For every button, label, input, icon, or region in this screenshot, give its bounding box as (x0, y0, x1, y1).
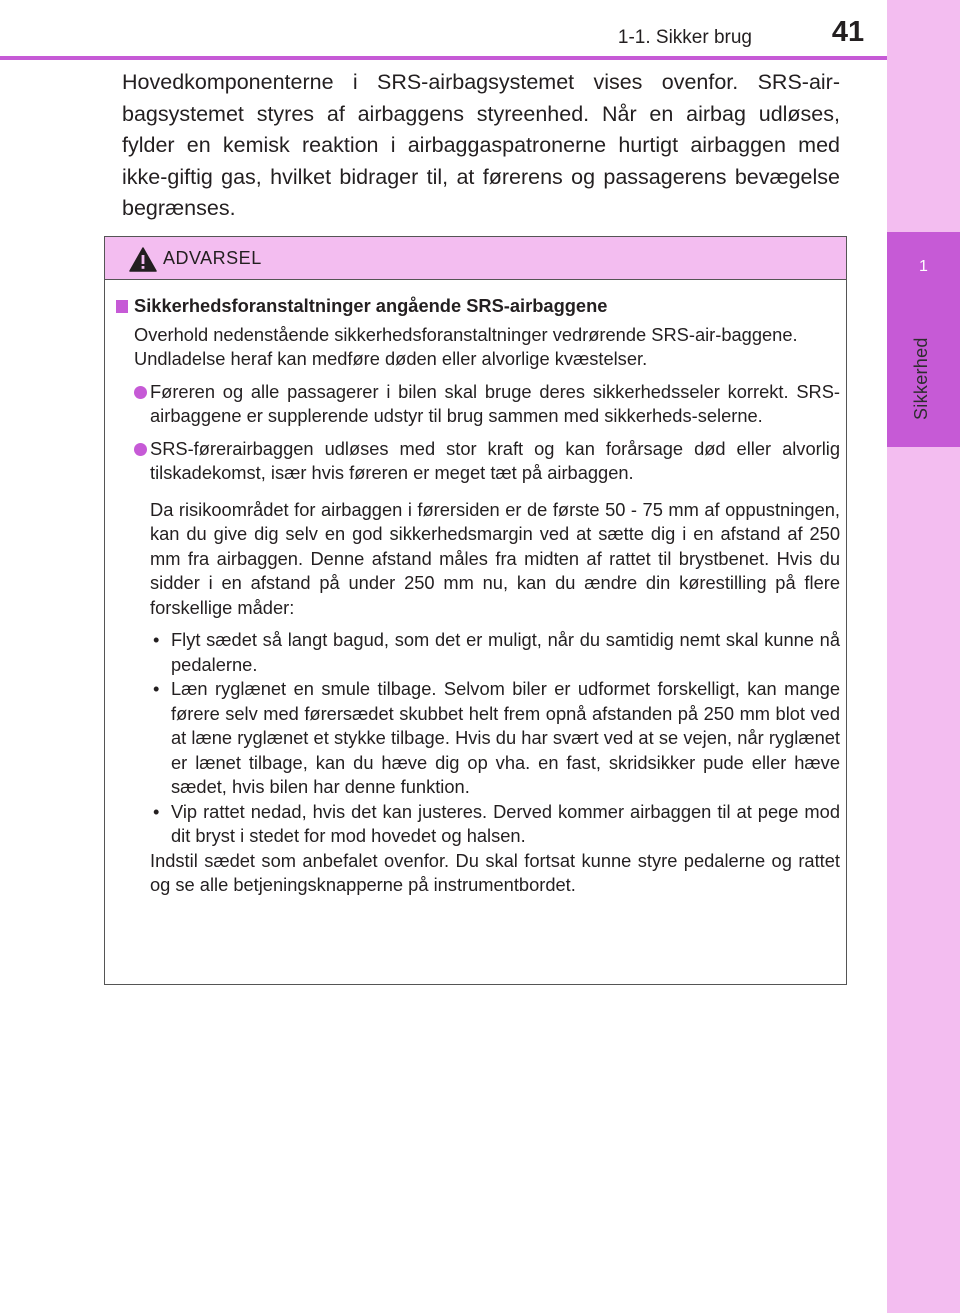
warning-lead-2: Undladelse heraf kan medføre døden eller alvorlige kvæstelser. (134, 348, 648, 369)
section-title: 1-1. Sikker brug (617, 27, 752, 48)
step-text: Vip rattet nedad, hvis det kan justeres. Derved kommer airbaggen til at pege mod dit bryst i stedet for mod hovedet og halsen. (171, 800, 840, 846)
warning-triangle-icon (129, 247, 157, 272)
warning-bullet-text: SRS-førerairbaggen udløses med stor kraft og kan forårsage død eller alvorlig tilskadekomst, især hvis føreren er meget tæt på airbaggen. (150, 437, 840, 483)
list-item: • Flyt sædet så langt bagud, som det er muligt, når du samtidig nemt skal kunne nå pedalerne. (153, 629, 840, 675)
round-bullet-icon (134, 386, 147, 399)
step-text: Flyt sædet så langt bagud, som det er muligt, når du samtidig nemt skal kunne nå pedalerne. (171, 629, 840, 675)
square-marker-icon (116, 300, 128, 313)
warning-detail: Da risikoområdet for airbaggen i førersiden er de første 50 - 75 mm af oppustningen, kan du give dig selv en god sikkerhedsmargin ved at sætte dig i en afstand af 250 mm fra airbaggen. Denne afstand måles fra midten af rattet til brystbenet. Hvis du sidder i en afstand på under 250 mm nu, kan du ændre din kørestilling på flere forskellige måder: (150, 498, 840, 618)
header-divider (0, 56, 887, 60)
warning-section-heading (115, 294, 840, 319)
warning-header (105, 237, 846, 280)
warning-body (115, 289, 840, 898)
page-number: 41 (831, 16, 865, 48)
chapter-side-strip (887, 0, 960, 1313)
warning-bullet (134, 437, 840, 486)
warning-box (104, 236, 847, 985)
warning-bullet-text: Føreren og alle passagerer i bilen skal bruge deres sikkerhedsseler korrekt. SRS-airbaggene er supplerende udstyr til brug sammen med sikkerheds-selerne. (150, 380, 840, 426)
warning-lead-1: Overhold nedenstående sikkerhedsforanstaltninger vedrørende SRS-air-baggene. (134, 323, 798, 345)
warning-label: ADVARSEL (163, 248, 262, 268)
warning-section-title: Sikkerhedsforanstaltninger angående SRS-airbaggene (134, 295, 608, 316)
round-bullet-icon (134, 443, 147, 456)
intro-paragraph: Hovedkomponenterne i SRS-airbagsystemet vises ovenfor. SRS-air-bagsystemet styres af airbaggens styreenhed. Når en airbag udløses, fylder en kemisk reaktion i airbaggaspatronerne hurtigt airbaggen med ikke-giftig gas, hvilket bidrager til, at førerens og passagerens bevægelse begrænses. (122, 70, 840, 220)
chapter-label: Sikkerhed (911, 337, 931, 420)
step-text: Læn ryglænet en smule tilbage. Selvom biler er udformet forskelligt, kan mange førere selv med førersædet skubbet helt frem opnå afstanden på 250 mm blot ved at læne ryglænet et stykke tilbage. Hvis du har svært ved at se vejen, når ryglænet er lænet tilbage, kan du hæve dig op vha. en fast, skridsikker pude eller hæve sædet, hvis bilen har denne funktion. (171, 678, 840, 797)
list-item: • Læn ryglænet en smule tilbage. Selvom biler er udformet forskelligt, kan mange førere selv med førersædet skubbet helt frem opnå afstanden på 250 mm blot ved at læne ryglænet et stykke tilbage. Hvis du har svært ved at se vejen, når ryglænet er lænet tilbage, kan du hæve dig op vha. en fast, skridsikker pude eller hæve sædet, hvis bilen har denne funktion. (153, 678, 840, 797)
list-item: • Vip rattet nedad, hvis det kan justeres. Derved kommer airbaggen til at pege mod dit bryst i stedet for mod hovedet og halsen. (153, 800, 840, 846)
adjustment-steps (150, 628, 840, 849)
warning-closing: Indstil sædet som anbefalet ovenfor. Du skal fortsat kunne styre pedalerne og rattet og se alle betjeningsknapperne på instrumentbordet. (150, 849, 840, 895)
chapter-number: 1 (919, 258, 928, 275)
warning-bullet (134, 380, 840, 429)
